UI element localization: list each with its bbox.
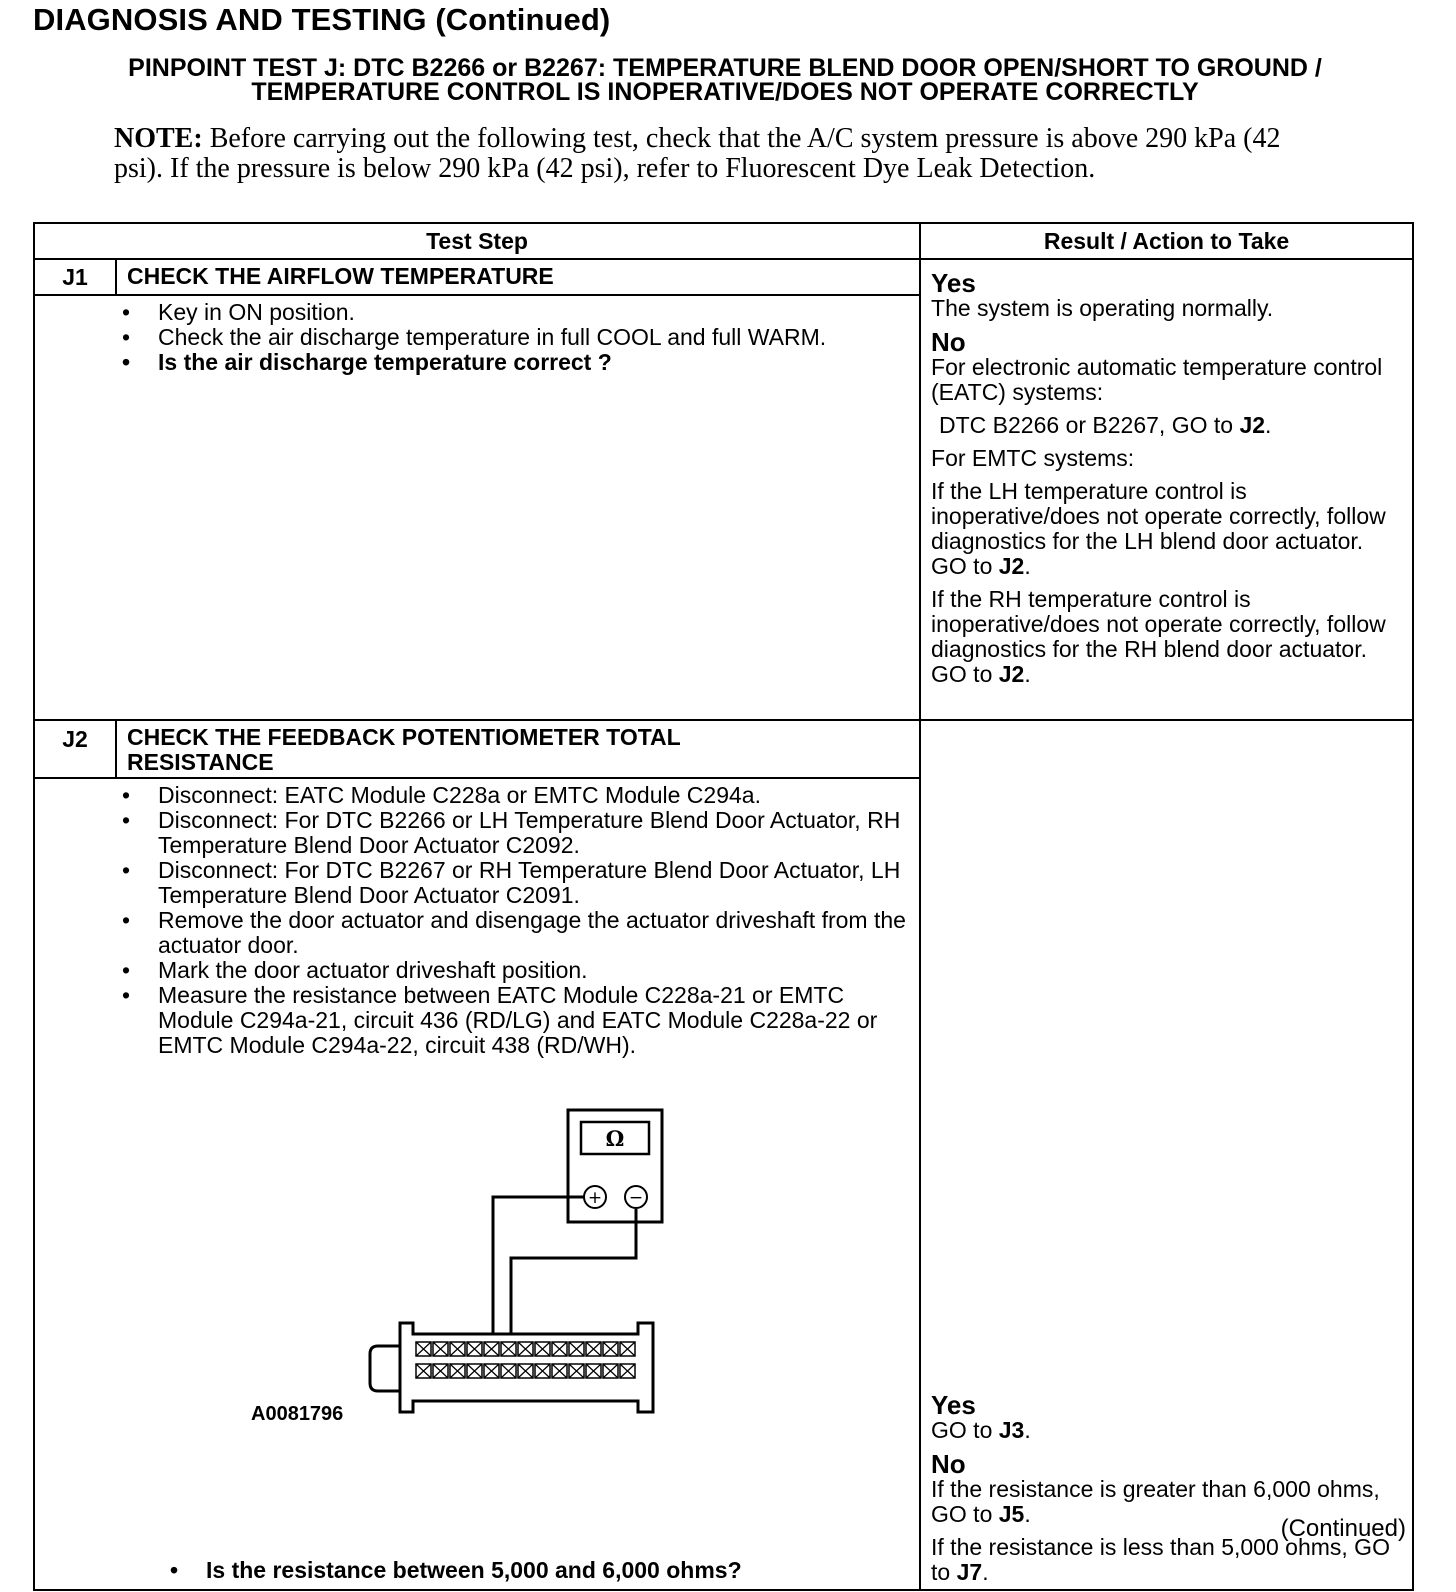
step-j1-result — [920, 259, 1413, 720]
connector-c228a — [370, 1323, 653, 1412]
no-text-1: For electronic automatic temperature control (EATC) systems: — [931, 354, 1383, 405]
no-text-2: If the resistance is less than 5,000 ohms, GO to J7. — [931, 1534, 1390, 1585]
no-text-5: If the RH temperature control is inoperative/does not operate correctly, follow diagnostics for the RH blend door actuator. GO to J2. — [931, 586, 1386, 687]
figure-code: A0081796 — [251, 1403, 344, 1425]
minus-symbol: − — [628, 1188, 644, 1208]
step-question: • Is the resistance between 5,000 and 6,000 ohms? — [116, 1558, 911, 1583]
action-item: • Key in ON position. — [158, 300, 911, 325]
step-title: CHECK THE FEEDBACK POTENTIOMETER TOTAL RESISTANCE — [116, 720, 920, 778]
note-label: NOTE: — [114, 123, 203, 154]
plus-symbol: + — [587, 1188, 603, 1208]
action-item: • Measure the resistance between EATC Module C228a-21 or EMTC Module C294a-21, circuit 436 (RD/LG) and EATC Module C228a-22 or EMTC Module C294a-22, circuit 438 (RD/WH). — [158, 983, 911, 1058]
step-actions — [116, 295, 920, 720]
section-title: DIAGNOSIS AND TESTING (Continued) — [33, 2, 611, 37]
action-item: • Disconnect: EATC Module C228a or EMTC Module C294a. — [158, 783, 911, 808]
test-title-line-1: PINPOINT TEST J: DTC B2266 or B2267: TEMPERATURE BLEND DOOR OPEN/SHORT TO GROUND / — [128, 54, 1322, 82]
note — [114, 124, 1314, 184]
action-item: • Disconnect: For DTC B2266 or LH Temperature Blend Door Actuator, RH Temperature Blend Door Actuator C2092. — [158, 808, 911, 858]
step-id: J1 — [34, 259, 116, 295]
goto-link[interactable]: J2 — [998, 553, 1025, 579]
yes-text: The system is operating normally. — [931, 295, 1274, 321]
goto-link[interactable]: J5 — [998, 1501, 1025, 1527]
yes-text: GO to J3. — [931, 1417, 1031, 1443]
no-text-4: If the LH temperature control is inoperative/does not operate correctly, follow diagnostics for the LH blend door actuator. GO to J2. — [931, 478, 1386, 579]
step-j2-result — [920, 720, 1413, 1590]
ohmmeter-diagram — [116, 1088, 916, 1428]
col-header-test-step: Test Step — [34, 223, 920, 259]
no-text-3: For EMTC systems: — [931, 445, 1135, 471]
action-item: • Check the air discharge temperature in full COOL and full WARM. — [158, 325, 911, 350]
ohmmeter-figure — [116, 1088, 911, 1558]
yes-label: Yes — [931, 268, 976, 298]
no-label: No — [931, 327, 966, 357]
action-item: • Remove the door actuator and disengage the actuator driveshaft from the actuator door. — [158, 908, 911, 958]
no-text-1: If the resistance is greater than 6,000 ohms, GO to J5. — [931, 1476, 1380, 1527]
step-j1-title-row — [34, 259, 1413, 295]
continued-label: (Continued) — [1280, 1515, 1406, 1542]
minus-lead — [511, 1209, 636, 1333]
no-label: No — [931, 1449, 966, 1479]
step-question: • Is the air discharge temperature correct ? — [158, 350, 911, 375]
goto-link[interactable]: J3 — [998, 1417, 1025, 1443]
step-id: J2 — [34, 720, 116, 778]
pinpoint-test-table — [33, 222, 1414, 1591]
note-text: Before carrying out the following test, check that the A/C system pressure is above 290 kPa (42 psi). If the pressure is below 290 kPa (42 psi), refer to Fluorescent Dye Leak Detection. — [114, 123, 1281, 184]
no-text-2: DTC B2266 or B2267, GO to J2. — [939, 412, 1272, 438]
action-item: • Mark the door actuator driveshaft position. — [158, 958, 911, 983]
step-j2-title-row — [34, 720, 1413, 778]
ohm-symbol: Ω — [605, 1126, 625, 1151]
step-actions — [116, 778, 920, 1590]
step-id-spacer — [34, 295, 116, 720]
step-title: CHECK THE AIRFLOW TEMPERATURE — [116, 259, 920, 295]
goto-link[interactable]: J2 — [1239, 412, 1266, 438]
pinpoint-test-title — [40, 56, 1410, 104]
goto-link[interactable]: J7 — [956, 1559, 983, 1585]
table-header-row — [34, 223, 1413, 259]
test-title-line-2: TEMPERATURE CONTROL IS INOPERATIVE/DOES NOT OPERATE CORRECTLY — [251, 78, 1199, 106]
col-header-result: Result / Action to Take — [920, 223, 1413, 259]
yes-label: Yes — [931, 1390, 976, 1420]
step-id-spacer — [34, 778, 116, 1590]
goto-link[interactable]: J2 — [998, 661, 1025, 687]
action-item: • Disconnect: For DTC B2267 or RH Temperature Blend Door Actuator, LH Temperature Blend Door Actuator C2091. — [158, 858, 911, 908]
